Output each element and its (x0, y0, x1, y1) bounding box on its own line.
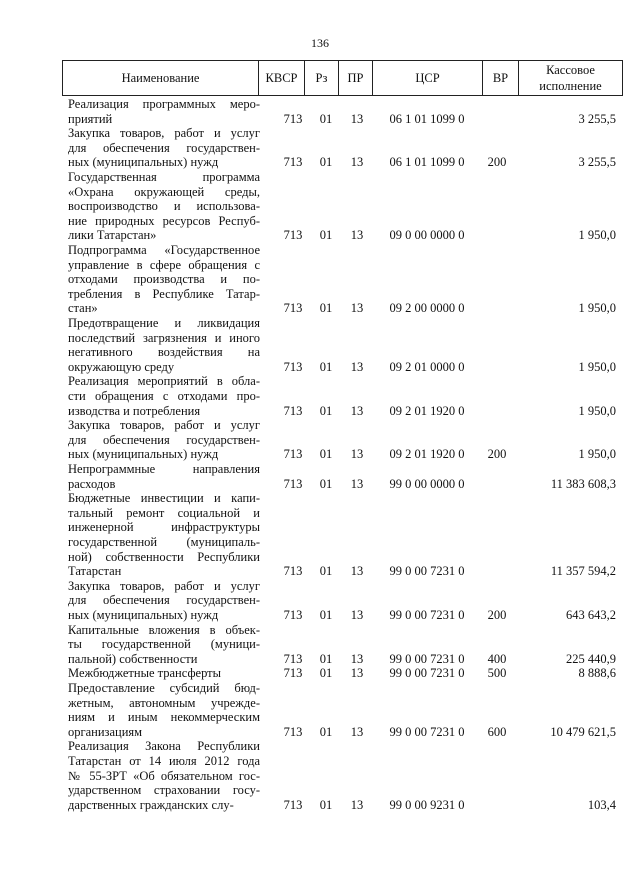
table-row (0, 97, 640, 126)
cell-name-line: жетным, автономным учрежде- (68, 695, 260, 710)
cell-csr: 09 2 01 0000 0 (389, 359, 465, 374)
cell-csr: 09 2 01 1920 0 (389, 403, 465, 418)
cell-name-line: воспроизводство и использова- (68, 199, 260, 214)
cell-rz: 01 (319, 447, 333, 462)
cell-name-line: Подпрограмма «Государственное (68, 243, 260, 257)
cell-name (68, 126, 260, 170)
cell-sum: 103,4 (587, 797, 616, 812)
cell-rz: 01 (319, 301, 333, 316)
header-rz: Рз (305, 61, 339, 95)
cell-csr: 09 2 01 1920 0 (389, 447, 465, 462)
cell-name-line: № 55-ЗРТ «Об обязательном гос- (68, 768, 260, 783)
table-row (0, 170, 640, 243)
cell-name-line: Предотвращение и ликвидация (68, 316, 260, 330)
cell-name-line: приятий (68, 111, 113, 126)
cell-pr: 13 (350, 301, 364, 316)
cell-name (68, 623, 260, 667)
cell-sum: 3 255,5 (578, 111, 616, 126)
cell-vr: 600 (487, 724, 507, 739)
cell-pr: 13 (350, 608, 364, 622)
cell-name (68, 739, 260, 812)
cell-name (68, 316, 260, 374)
table-row (0, 243, 640, 316)
cell-kvsr: 713 (283, 564, 303, 579)
cell-kvsr: 713 (283, 608, 303, 622)
cell-rz: 01 (319, 403, 333, 418)
cell-name-line: изводства и потребления (68, 403, 201, 418)
cell-name-line: Закупка товаров, работ и услуг (68, 418, 260, 433)
table-header (62, 60, 623, 96)
cell-name-line: Закупка товаров, работ и услуг (68, 126, 260, 141)
cell-pr: 13 (350, 724, 364, 739)
cell-name (68, 491, 260, 579)
cell-name-line: Реализация мероприятий в обла- (68, 374, 260, 389)
cell-name-line: организациям (68, 724, 143, 739)
cell-kvsr: 713 (283, 666, 303, 681)
cell-vr: 400 (487, 651, 507, 666)
cell-name-line: государственной (муниципаль- (68, 534, 260, 549)
table-row (0, 126, 640, 170)
cell-kvsr: 713 (283, 651, 303, 666)
table-row (0, 491, 640, 579)
header-kvsr: КВСР (259, 61, 305, 95)
cell-pr: 13 (350, 447, 364, 462)
table-row (0, 579, 640, 623)
cell-pr: 13 (350, 359, 364, 374)
table-row (0, 739, 640, 812)
cell-name-line: ниям и иным некоммерческим (68, 710, 260, 725)
cell-sum: 1 950,0 (578, 301, 616, 316)
cell-name-line: Реализация программных меро- (68, 97, 260, 111)
cell-name-line: тальный ремонт социальной и (68, 505, 260, 520)
table-row (0, 418, 640, 462)
cell-name-line: инженерной инфраструктуры (68, 520, 260, 535)
cell-rz: 01 (319, 724, 333, 739)
cell-name-line: последствий загрязнения и иного (68, 330, 260, 345)
cell-pr: 13 (350, 651, 364, 666)
cell-name (68, 666, 260, 681)
cell-vr: 200 (487, 447, 507, 462)
cell-pr: 13 (350, 155, 364, 170)
cell-name (68, 681, 260, 739)
cell-csr: 99 0 00 7231 0 (389, 608, 465, 622)
cell-rz: 01 (319, 155, 333, 170)
cell-csr: 99 0 00 7231 0 (389, 666, 465, 681)
cell-kvsr: 713 (283, 228, 303, 243)
header-pr: ПР (339, 61, 373, 95)
table-row (0, 666, 640, 681)
cell-kvsr: 713 (283, 447, 303, 462)
cell-csr: 99 0 00 7231 0 (389, 724, 465, 739)
cell-csr: 09 2 00 0000 0 (389, 301, 465, 316)
cell-csr: 06 1 01 1099 0 (389, 155, 465, 170)
cell-sum: 1 950,0 (578, 359, 616, 374)
cell-name-line: сти обращения с отходами про- (68, 388, 260, 403)
cell-csr: 99 0 00 7231 0 (389, 651, 465, 666)
header-vr: ВР (483, 61, 519, 95)
cell-sum: 643 643,2 (566, 608, 616, 622)
cell-rz: 01 (319, 359, 333, 374)
cell-name-line: ных (муниципальных) нужд (68, 155, 219, 170)
cell-kvsr: 713 (283, 724, 303, 739)
table-row (0, 681, 640, 739)
cell-name-line: окружающую среду (68, 359, 175, 374)
cell-name-line: негативного воздействия на (68, 345, 260, 360)
cell-name-line: Межбюджетные трансферты (68, 666, 222, 681)
cell-rz: 01 (319, 228, 333, 243)
cell-pr: 13 (350, 228, 364, 243)
cell-name-line: пальной) собственности (68, 651, 198, 666)
cell-name-line: ной) собственности Республики (68, 549, 260, 564)
cell-rz: 01 (319, 476, 333, 491)
cell-name-line: ных (муниципальных) нужд (68, 447, 219, 462)
cell-kvsr: 713 (283, 359, 303, 374)
cell-rz: 01 (319, 666, 333, 681)
cell-rz: 01 (319, 651, 333, 666)
cell-name (68, 170, 260, 243)
page-number: 136 (311, 36, 329, 50)
cell-sum: 11 357 594,2 (550, 564, 616, 579)
cell-csr: 99 0 00 9231 0 (389, 797, 465, 812)
cell-csr: 99 0 00 7231 0 (389, 564, 465, 579)
header-sum-line2: исполнение (539, 79, 602, 93)
cell-kvsr: 713 (283, 111, 303, 126)
header-csr: ЦСР (373, 61, 483, 95)
cell-name-line: Татарстан от 14 июля 2012 года (68, 753, 260, 768)
cell-sum: 1 950,0 (578, 403, 616, 418)
cell-vr: 200 (487, 155, 507, 170)
cell-pr: 13 (350, 403, 364, 418)
cell-name-line: Бюджетные инвестиции и капи- (68, 491, 260, 506)
cell-sum: 225 440,9 (566, 651, 616, 666)
cell-name (68, 462, 260, 491)
cell-name-line: ударственном страховании госу- (68, 783, 260, 798)
cell-name-line: Капитальные вложения в объек- (68, 622, 260, 637)
cell-name-line: «Охрана окружающей среды, (68, 184, 260, 199)
cell-name-line: для обеспечения государствен- (68, 593, 260, 608)
cell-kvsr: 713 (283, 301, 303, 316)
cell-name-line: стан» (68, 301, 98, 316)
cell-name (68, 243, 260, 316)
cell-rz: 01 (319, 797, 333, 812)
table-row (0, 374, 640, 418)
cell-name-line: Закупка товаров, работ и услуг (68, 578, 260, 593)
cell-name-line: Предоставление субсидий бюд- (68, 681, 260, 695)
cell-name-line: Непрограммные направления (68, 462, 260, 476)
cell-name-line: ты государственной (муници- (68, 637, 260, 652)
header-sum-line1: Кассовое (546, 63, 595, 77)
cell-kvsr: 713 (283, 797, 303, 812)
cell-name-line: ных (муниципальных) нужд (68, 607, 219, 622)
cell-name-line: дарственных гражданских слу- (68, 797, 234, 812)
cell-vr: 200 (487, 608, 507, 622)
cell-kvsr: 713 (283, 476, 303, 491)
cell-sum: 1 950,0 (578, 228, 616, 243)
cell-name-line: требления в Республике Татар- (68, 286, 260, 301)
header-name: Наименование (63, 61, 259, 95)
cell-csr: 09 0 00 0000 0 (389, 228, 465, 243)
cell-sum: 3 255,5 (578, 155, 616, 170)
cell-pr: 13 (350, 666, 364, 681)
cell-sum: 10 479 621,5 (550, 724, 616, 739)
cell-pr: 13 (350, 797, 364, 812)
cell-name (68, 418, 260, 462)
cell-name-line: Государственная программа (68, 170, 260, 184)
cell-kvsr: 713 (283, 403, 303, 418)
cell-rz: 01 (319, 111, 333, 126)
cell-name-line: для обеспечения государствен- (68, 140, 260, 155)
cell-name-line: отходами производства и по- (68, 272, 260, 287)
cell-name-line: лики Татарстан» (68, 228, 157, 243)
cell-name-line: ние природных ресурсов Респуб- (68, 213, 260, 228)
cell-name-line: Татарстан (68, 564, 122, 579)
cell-rz: 01 (319, 564, 333, 579)
cell-name (68, 97, 260, 126)
cell-pr: 13 (350, 476, 364, 491)
cell-sum: 8 888,6 (578, 666, 616, 681)
cell-name (68, 579, 260, 623)
cell-kvsr: 713 (283, 155, 303, 170)
cell-csr: 99 0 00 0000 0 (389, 476, 465, 491)
cell-name (68, 374, 260, 418)
cell-pr: 13 (350, 564, 364, 579)
table-row (0, 623, 640, 667)
cell-csr: 06 1 01 1099 0 (389, 111, 465, 126)
cell-name-line: для обеспечения государствен- (68, 432, 260, 447)
cell-name-line: управление в сфере обращения с (68, 257, 260, 272)
cell-sum: 11 383 608,3 (550, 476, 616, 491)
cell-pr: 13 (350, 111, 364, 126)
cell-name-line: Реализация Закона Республики (68, 739, 260, 754)
cell-sum: 1 950,0 (578, 447, 616, 462)
table-row (0, 316, 640, 374)
cell-rz: 01 (319, 608, 333, 622)
cell-vr: 500 (487, 666, 507, 681)
header-sum (519, 61, 622, 95)
table-row (0, 462, 640, 491)
cell-name-line: расходов (68, 476, 116, 491)
